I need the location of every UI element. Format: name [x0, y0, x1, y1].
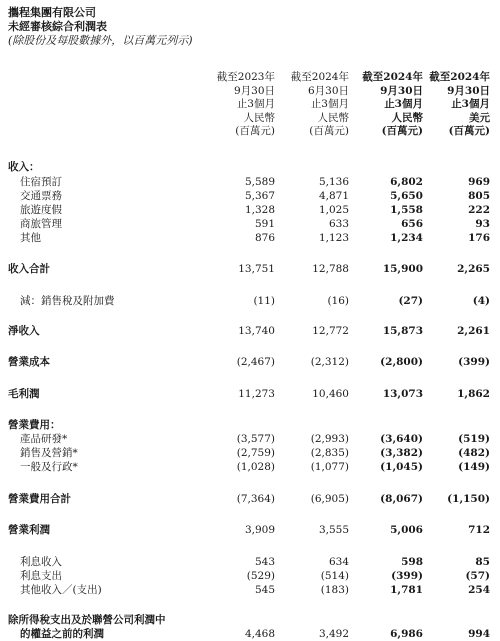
row-value: 13,740 [238, 325, 275, 337]
table-row [0, 583, 500, 597]
row-label: 毛利潤 [8, 388, 40, 400]
table-row [0, 432, 500, 446]
row-value: (1,045) [380, 461, 423, 473]
column-header-line: 人民幣 [317, 111, 349, 124]
row-value: (149) [458, 461, 490, 473]
row-value: 1,328 [244, 204, 275, 216]
row-value: 591 [254, 218, 275, 230]
row-value: 2,261 [457, 325, 490, 337]
row-value: (519) [458, 433, 490, 445]
table-row [0, 189, 500, 203]
row-value: 969 [468, 176, 490, 188]
table-row [0, 324, 500, 338]
row-label: 其他 [20, 232, 41, 244]
table-row [0, 569, 500, 583]
table-row [0, 262, 500, 276]
column-header-4 [429, 71, 490, 139]
row-label: 除所得稅支出及於聯營公司利潤中 [8, 614, 166, 626]
row-label: 收入： [8, 161, 40, 173]
row-label: 利息收入 [20, 556, 62, 568]
row-value: (1,150) [447, 493, 490, 505]
row-value: (11) [253, 295, 275, 307]
row-value: (7,364) [236, 493, 275, 505]
row-label: 營業費用合計 [8, 493, 71, 505]
table-row [0, 294, 500, 308]
row-value: 543 [254, 556, 275, 568]
column-header-line: 9月30日 [233, 84, 275, 97]
table-row [0, 387, 500, 401]
row-value: 93 [475, 218, 490, 230]
row-value: 15,873 [382, 325, 423, 337]
row-value: (1,028) [236, 461, 275, 473]
row-value: 1,558 [390, 204, 423, 216]
row-value: 15,900 [382, 263, 423, 275]
row-value: (3,382) [380, 447, 423, 459]
table-row [0, 160, 500, 174]
row-value: 11,273 [238, 388, 275, 400]
row-value: (482) [458, 447, 490, 459]
row-value: (57) [465, 570, 490, 582]
row-value: (399) [458, 356, 490, 368]
row-value: (2,312) [310, 356, 349, 368]
statement-note: (除股份及每股數據外，以百萬元列示) [8, 34, 193, 47]
row-label: 淨收入 [8, 325, 40, 337]
column-header-line: 截至2024年 [290, 71, 349, 83]
table-row [0, 175, 500, 189]
row-value: (2,759) [236, 447, 275, 459]
row-value: (6,905) [310, 493, 349, 505]
column-header-line: 9月30日 [380, 84, 423, 97]
table-row [0, 523, 500, 537]
row-value: (183) [320, 584, 349, 596]
row-value: (2,467) [236, 356, 275, 368]
row-value: (2,835) [310, 447, 349, 459]
row-value: 12,772 [312, 325, 349, 337]
column-header-line: 6月30日 [307, 84, 349, 97]
row-value: 994 [468, 628, 490, 640]
row-value: (529) [246, 570, 275, 582]
table-row [0, 492, 500, 506]
row-value: (2,800) [380, 356, 423, 368]
row-value: 598 [401, 556, 423, 568]
row-value: 12,788 [312, 263, 349, 275]
row-value: 5,367 [244, 190, 275, 202]
row-value: (514) [320, 570, 349, 582]
table-row [0, 203, 500, 217]
row-value: 634 [328, 556, 349, 568]
row-value: 1,025 [318, 204, 349, 216]
row-value: 4,871 [318, 190, 349, 202]
table-row [0, 355, 500, 369]
row-label: 的權益之前的利潤 [20, 628, 104, 640]
table-row [0, 555, 500, 569]
row-label: 產品研發* [20, 433, 68, 445]
column-header-line: 美元 [469, 111, 490, 124]
column-header-2 [291, 71, 349, 139]
row-value: 545 [254, 584, 275, 596]
table-row [0, 217, 500, 231]
row-value: 1,123 [318, 232, 349, 244]
table-row [0, 627, 500, 641]
row-label: 交通票務 [20, 190, 62, 202]
column-header-line: (百萬元) [235, 125, 275, 137]
row-value: 13,751 [238, 263, 275, 275]
row-value: (16) [327, 295, 349, 307]
row-label: 營業利潤 [8, 524, 50, 536]
row-value: 5,136 [318, 176, 349, 188]
row-value: 1,862 [457, 388, 490, 400]
row-value: 5,006 [390, 524, 423, 536]
row-value: (4) [472, 295, 490, 307]
row-value: (3,640) [380, 433, 423, 445]
row-value: 5,589 [244, 176, 275, 188]
column-header-line: 人民幣 [243, 111, 275, 124]
column-header-line: (百萬元) [448, 125, 490, 137]
column-header-3 [362, 71, 423, 139]
row-value: 2,265 [457, 263, 490, 275]
column-header-line: 截至2023年 [216, 71, 275, 83]
row-value: (399) [391, 570, 423, 582]
row-value: 4,468 [244, 628, 275, 640]
row-value: 10,460 [312, 388, 349, 400]
row-value: 712 [468, 524, 490, 536]
row-value: 633 [328, 218, 349, 230]
column-header-line: (百萬元) [381, 125, 423, 137]
table-row [0, 418, 500, 432]
row-label: 住宿預訂 [20, 176, 62, 188]
row-label: 營業成本 [8, 356, 50, 368]
row-value: 13,073 [382, 388, 423, 400]
row-value: 1,781 [390, 584, 423, 596]
row-label: 商旅管理 [20, 218, 62, 230]
row-label: 其他收入／(支出) [20, 584, 102, 596]
row-value: (2,993) [310, 433, 349, 445]
column-header-line: 止3個月 [310, 98, 349, 110]
row-value: 3,909 [244, 524, 275, 536]
row-value: 6,802 [390, 176, 423, 188]
row-value: 3,492 [318, 628, 349, 640]
row-value: 176 [468, 232, 490, 244]
table-row [0, 446, 500, 460]
row-value: 85 [475, 556, 490, 568]
company-name: 攜程集團有限公司 [8, 6, 96, 19]
column-header-line: 9月30日 [447, 84, 490, 97]
column-header-line: 止3個月 [236, 98, 275, 110]
statement-title: 未經審核綜合利潤表 [8, 20, 107, 33]
column-header-1 [217, 71, 275, 139]
row-value: (27) [398, 295, 423, 307]
column-header-line: 止3個月 [451, 98, 490, 110]
row-label: 利息支出 [20, 570, 62, 582]
row-value: (1,077) [310, 461, 349, 473]
row-label: 收入合計 [8, 263, 50, 275]
table-row [0, 231, 500, 245]
row-value: 805 [468, 190, 490, 202]
row-value: 254 [468, 584, 490, 596]
row-value: 6,986 [390, 628, 423, 640]
row-value: 222 [468, 204, 490, 216]
column-header-line: 截至2024年 [429, 71, 490, 83]
row-value: 5,650 [390, 190, 423, 202]
row-label: 減：銷售稅及附加費 [20, 295, 115, 307]
row-value: 1,234 [390, 232, 423, 244]
row-value: (8,067) [380, 493, 423, 505]
column-header-line: (百萬元) [309, 125, 349, 137]
row-label: 旅遊度假 [20, 204, 62, 216]
row-value: 876 [254, 232, 275, 244]
column-header-line: 人民幣 [391, 111, 423, 124]
row-label: 銷售及營銷* [20, 447, 78, 459]
row-value: (3,577) [236, 433, 275, 445]
row-label: 營業費用： [8, 419, 61, 431]
column-header-line: 止3個月 [384, 98, 423, 110]
table-row [0, 613, 500, 627]
row-value: 656 [401, 218, 423, 230]
row-value: 3,555 [318, 524, 349, 536]
column-header-line: 截至2024年 [362, 71, 423, 83]
table-row [0, 460, 500, 474]
row-label: 一般及行政* [20, 461, 78, 473]
